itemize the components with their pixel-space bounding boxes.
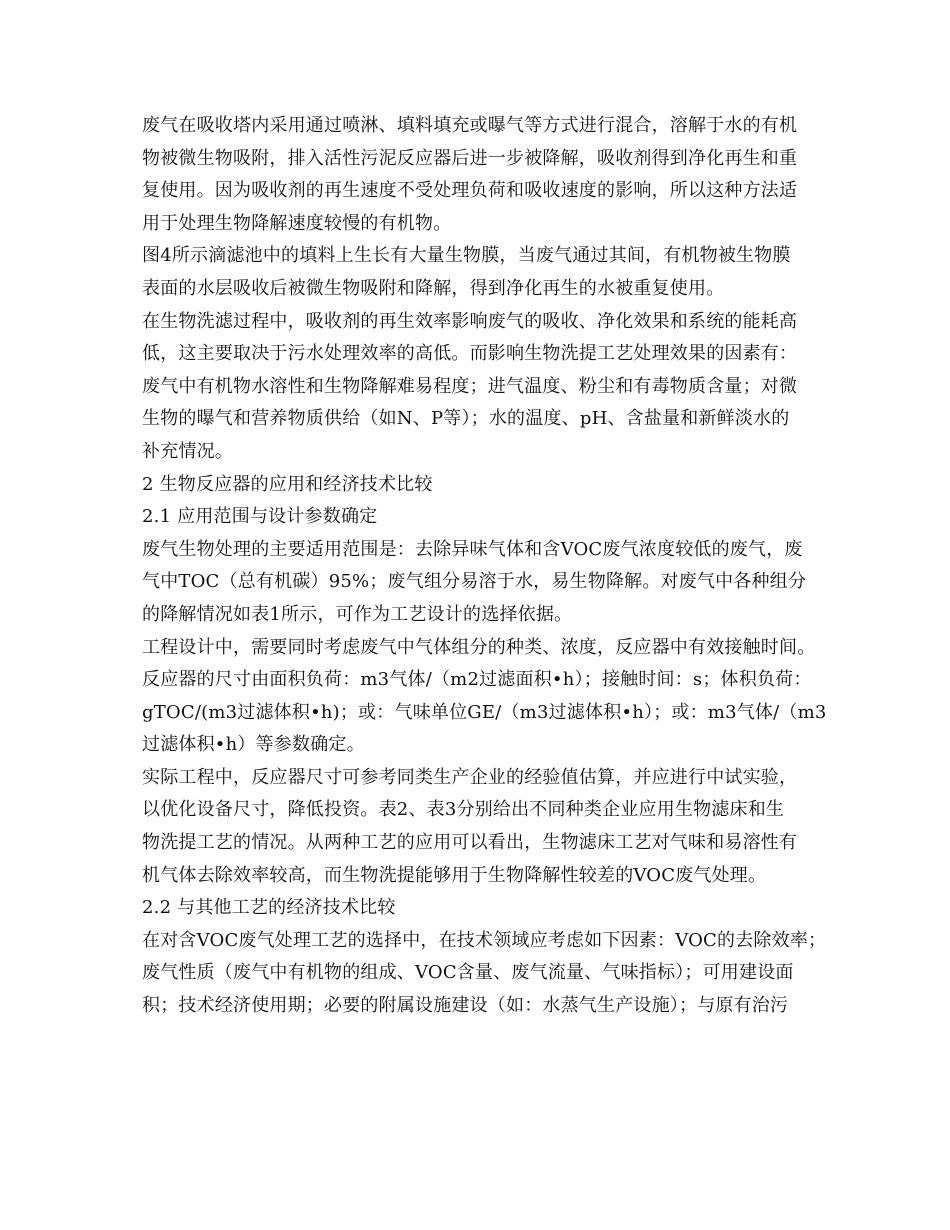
text-line: 生物的曝气和营养物质供给（如N、P等）；水的温度、pH、含盐量和新鲜淡水的 (142, 408, 790, 430)
text-line: 补充情况。 (142, 440, 233, 462)
text-line: 机气体去除效率较高，而生物洗提能够用于生物降解性较差的VOC废气处理。 (142, 864, 767, 886)
text-line: 图4所示滴滤池中的填料上生长有大量生物膜，当废气通过其间，有机物被生物膜 (142, 245, 791, 267)
text-line: 在对含VOC废气处理工艺的选择中，在技术领域应考虑如下因素：VOC的去除效率； (142, 929, 827, 951)
text-line: 气中TOC（总有机碳）95%；废气组分易溶于水，易生物降解。对废气中各种组分 (142, 571, 807, 593)
text-line: 废气性质（废气中有机物的组成、VOC含量、废气流量、气味指标）；可用建设面 (142, 962, 794, 984)
text-line: 复使用。因为吸收剂的再生速度不受处理负荷和吸收速度的影响，所以这种方法适 (142, 180, 798, 202)
text-line: 低，这主要取决于污水处理效率的高低。而影响生物洗提工艺处理效果的因素有： (142, 343, 798, 365)
document-body (142, 110, 827, 1023)
text-line: 物洗提工艺的情况。从两种工艺的应用可以看出，生物滤床工艺对气味和易溶性有 (142, 832, 798, 854)
text-line: 反应器的尺寸由面积负荷：m3气体/（m2过滤面积•h）；接触时间：s；体积负荷： (142, 669, 812, 691)
text-line: 过滤体积•h）等参数确定。 (142, 734, 365, 756)
text-line: 的降解情况如表1所示，可作为工艺设计的选择依据。 (142, 603, 573, 625)
text-line: 表面的水层吸收后被微生物吸附和降解，得到净化再生的水被重复使用。 (142, 277, 725, 299)
text-line: 废气生物处理的主要适用范围是：去除异味气体和含VOC废气浓度较低的废气，废 (142, 538, 803, 560)
subsection-heading: 2.1 应用范围与设计参数确定 (142, 506, 378, 528)
text-line: 以优化设备尺寸，降低投资。表2、表3分别给出不同种类企业应用生物滤床和生 (142, 799, 785, 821)
subsection-heading: 2.2 与其他工艺的经济技术比较 (142, 897, 396, 919)
text-line: gTOC/(m3过滤体积•h)；或：气味单位GE/（m3过滤体积•h）；或：m3气体/（m3 (142, 701, 827, 723)
text-line: 废气在吸收塔内采用通过喷淋、填料填充或曝气等方式进行混合，溶解于水的有机 (142, 115, 798, 136)
section-heading: 2 生物反应器的应用和经济技术比较 (142, 473, 433, 495)
text-line: 物被微生物吸附，排入活性污泥反应器后进一步被降解，吸收剂得到净化再生和重 (142, 147, 798, 169)
text-line: 实际工程中，反应器尺寸可参考同类生产企业的经验值估算，并应进行中试实验， (142, 766, 798, 788)
text-line: 在生物洗滤过程中，吸收剂的再生效率影响废气的吸收、净化效果和系统的能耗高 (142, 310, 798, 332)
text-line: 积；技术经济使用期；必要的附属设施建设（如：水蒸气生产设施）；与原有治污 (142, 995, 789, 1017)
text-line: 用于处理生物降解速度较慢的有机物。 (142, 212, 452, 234)
text-line: 废气中有机物水溶性和生物降解难易程度；进气温度、粉尘和有毒物质含量；对微 (142, 375, 798, 397)
text-line: 工程设计中，需要同时考虑废气中气体组分的种类、浓度，反应器中有效接触时间。 (142, 636, 816, 658)
